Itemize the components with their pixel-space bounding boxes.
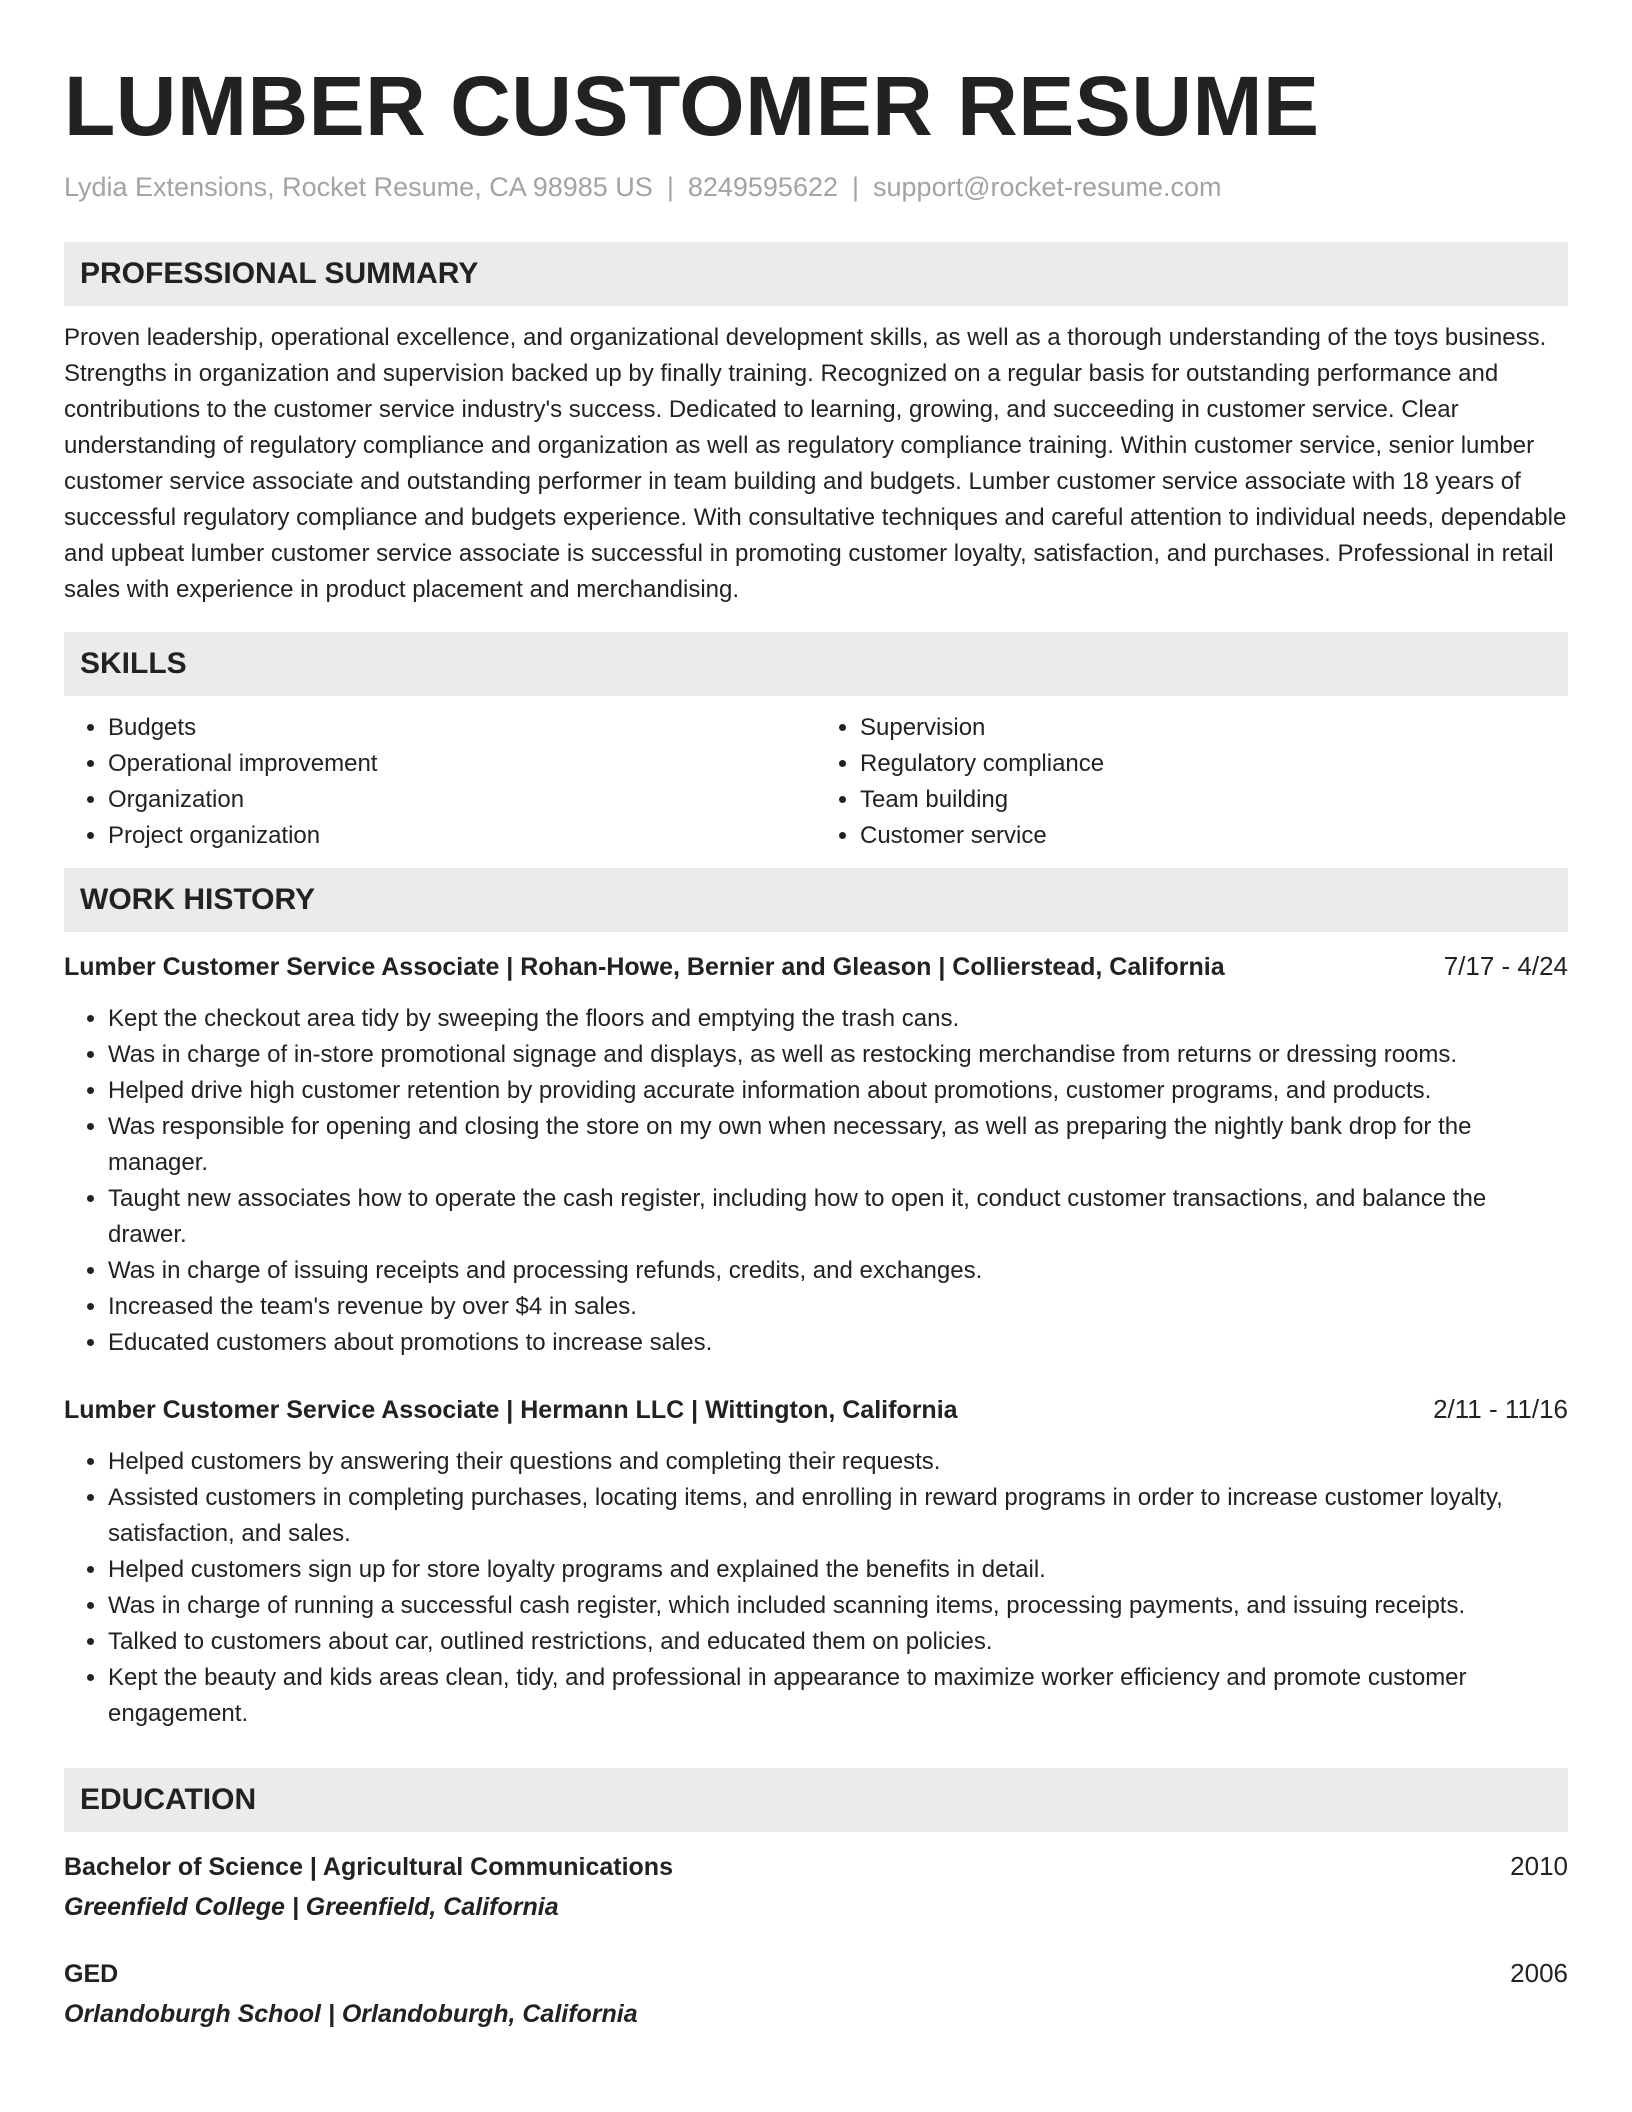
summary-text: Proven leadership, operational excellence, and organizational development skills, as well as a thorough understanding of the toys business. Strengths in organization and supervision backed up by finally training. Recognized on a regular basis for outstanding performance and contributions to the customer service industry's success. Dedicated to learning, growing, and succeeding in customer service. Clear understanding of regulatory compliance and organization as well as regulatory compliance training. Within customer service, senior lumber customer service associate and outstanding performer in team building and budgets. Lumber customer service associate with 18 years of successful regulatory compliance and budgets experience. With consultative techniques and careful attention to individual needs, dependable and upbeat lumber customer service associate is successful in promoting customer loyalty, satisfaction, and purchases. Professional in retail sales with experience in product placement and merchandising. — [64, 324, 1567, 603]
job-duty: • Helped customers sign up for store loyalty programs and explained the benefits in detail. — [108, 1552, 1568, 1588]
education-degree: GED — [64, 1960, 119, 1988]
skill-item: • Regulatory compliance — [860, 746, 1568, 782]
education-entry — [64, 1955, 1568, 2032]
job-title: Lumber Customer Service Associate | Hermann LLC | Wittington, California — [64, 1396, 958, 1424]
section-heading-summary: PROFESSIONAL SUMMARY — [64, 242, 1568, 306]
job-duty: • Was responsible for opening and closing the store on my own when necessary, as well as preparing the nightly bank drop for the manager. — [108, 1109, 1568, 1181]
education-degree: Bachelor of Science | Agricultural Communications — [64, 1853, 673, 1881]
job-duty: • Helped drive high customer retention by providing accurate information about promotions, customer programs, and products. — [108, 1073, 1568, 1109]
education-year: 2010 — [1510, 1851, 1568, 1881]
job-entry — [64, 948, 1568, 1361]
skill-item: • Organization — [108, 782, 816, 818]
job-duties — [64, 1444, 1568, 1732]
contact-email: support@rocket-resume.com — [873, 172, 1222, 202]
contact-address: Lydia Extensions, Rocket Resume, CA 98985 US — [64, 172, 653, 202]
section-heading-education: EDUCATION — [64, 1768, 1568, 1832]
job-duty: • Was in charge of running a successful cash register, which included scanning items, processing payments, and issuing receipts. — [108, 1588, 1568, 1624]
job-duties — [64, 1001, 1568, 1361]
job-duty: • Kept the beauty and kids areas clean, tidy, and professional in appearance to maximize worker efficiency and promote customer engagement. — [108, 1660, 1568, 1732]
section-heading-work-history: WORK HISTORY — [64, 868, 1568, 932]
job-entry — [64, 1391, 1568, 1732]
education-year: 2006 — [1510, 1958, 1568, 1988]
resume-title: LUMBER CUSTOMER RESUME — [64, 59, 1320, 153]
education-school: Orlandoburgh School | Orlandoburgh, California — [64, 2000, 638, 2028]
job-duty: • Talked to customers about car, outlined restrictions, and educated them on policies. — [108, 1624, 1568, 1660]
education-school: Greenfield College | Greenfield, California — [64, 1893, 559, 1921]
section-heading-skills: SKILLS — [64, 632, 1568, 696]
job-duty: • Kept the checkout area tidy by sweeping the floors and emptying the trash cans. — [108, 1001, 1568, 1037]
job-duty: • Increased the team's revenue by over $4 in sales. — [108, 1289, 1568, 1325]
job-duty: • Was in charge of in-store promotional signage and displays, as well as restocking merchandise from returns or dressing rooms. — [108, 1037, 1568, 1073]
skills-right-column — [816, 710, 1568, 854]
education-entry — [64, 1848, 1568, 1925]
contact-line — [64, 170, 1568, 204]
skill-item: • Budgets — [108, 710, 816, 746]
job-duty: • Assisted customers in completing purchases, locating items, and enrolling in reward programs in order to increase customer loyalty, satisfaction, and sales. — [108, 1480, 1568, 1552]
skill-item: • Operational improvement — [108, 746, 816, 782]
job-duty: • Taught new associates how to operate the cash register, including how to open it, conduct customer transactions, and balance the drawer. — [108, 1181, 1568, 1253]
contact-separator: | — [852, 172, 860, 202]
job-dates: 2/11 - 11/16 — [1433, 1394, 1568, 1424]
job-header — [64, 948, 1568, 985]
job-dates: 7/17 - 4/24 — [1443, 951, 1568, 981]
skills-grid — [64, 710, 1568, 854]
job-duty: • Helped customers by answering their questions and completing their requests. — [108, 1444, 1568, 1480]
job-header — [64, 1391, 1568, 1428]
job-title: Lumber Customer Service Associate | Rohan-Howe, Bernier and Gleason | Collierstead, California — [64, 953, 1225, 981]
skills-left-column — [64, 710, 816, 854]
skill-item: • Supervision — [860, 710, 1568, 746]
job-duty: • Was in charge of issuing receipts and processing refunds, credits, and exchanges. — [108, 1253, 1568, 1289]
education-header — [64, 1848, 1568, 1885]
job-duty: • Educated customers about promotions to increase sales. — [108, 1325, 1568, 1361]
contact-phone: 8249595622 — [687, 172, 838, 202]
skill-item: • Team building — [860, 782, 1568, 818]
skill-item: • Customer service — [860, 818, 1568, 854]
skill-item: • Project organization — [108, 818, 816, 854]
contact-separator: | — [666, 172, 674, 202]
education-header — [64, 1955, 1568, 1992]
